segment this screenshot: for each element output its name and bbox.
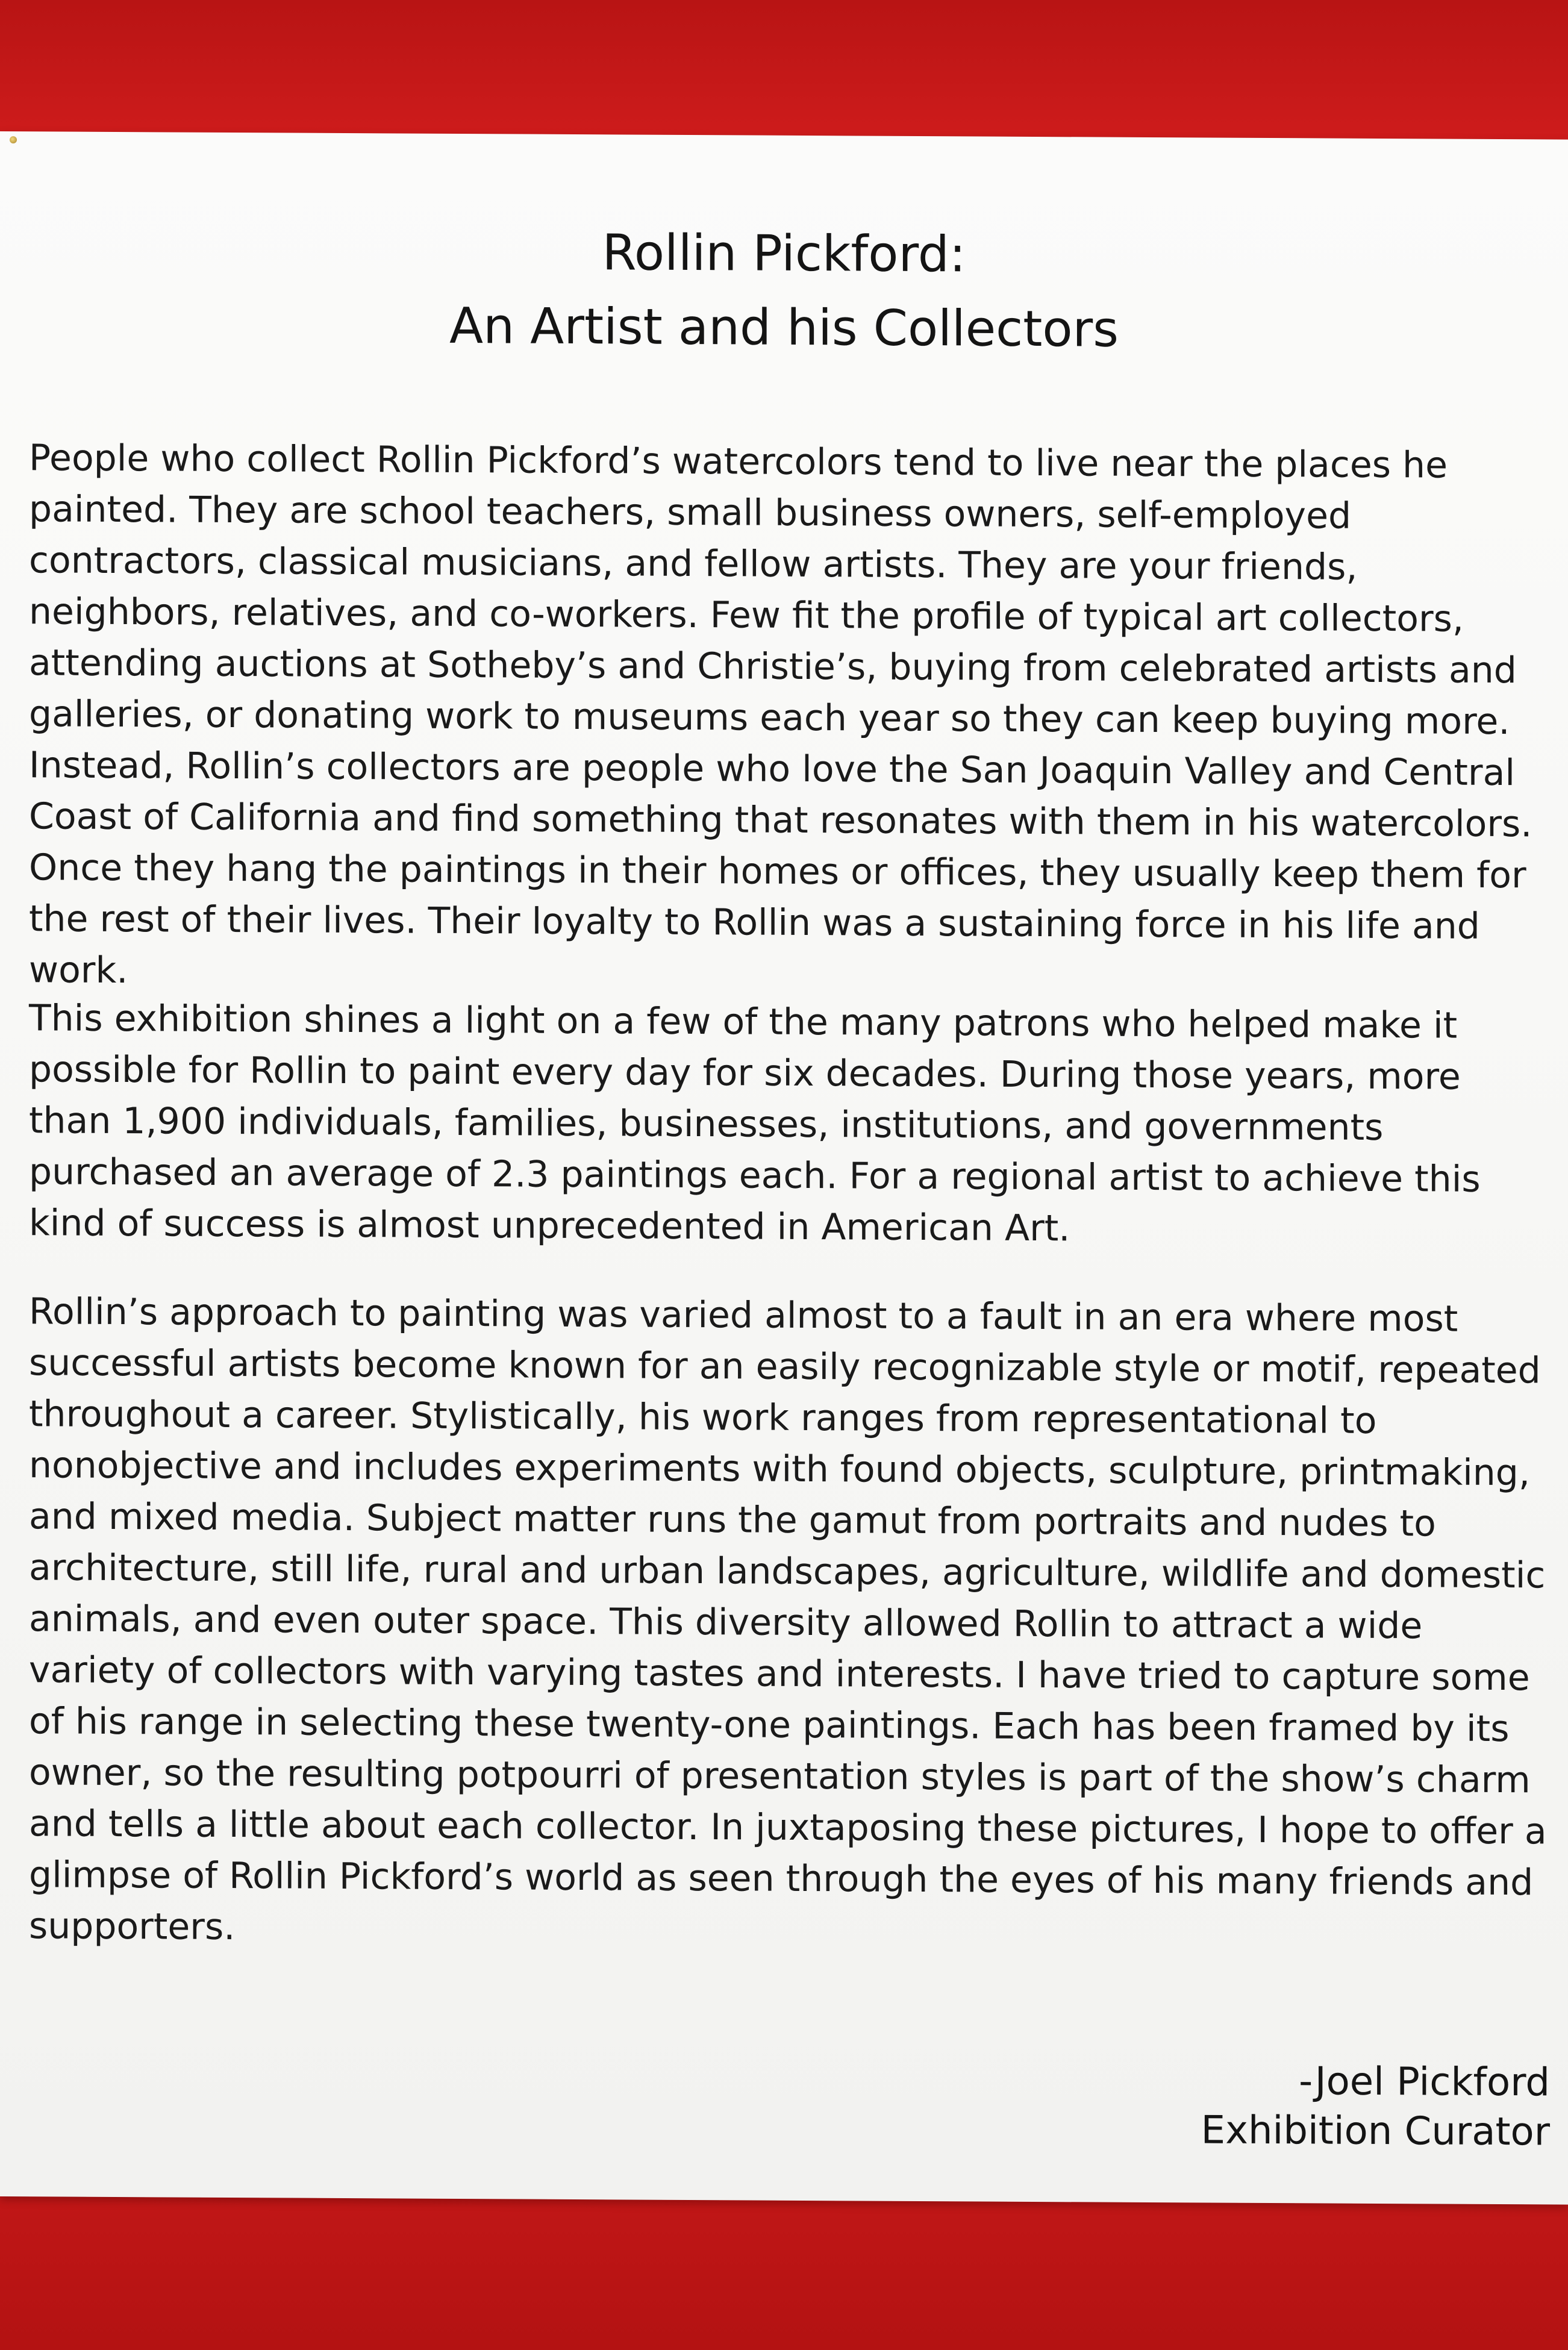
paragraph-exhibition: This exhibition shines a light on a few of the many patrons who helped make it possible for Rollin to paint every day for six decades. During those years, more than 1,900 individuals, families, businesses, institutions, and governments purchased an average of 2.3 paintings each. For a regional artist to achieve this kind of success is almost unprecedented in American Art. (29, 997, 1481, 1250)
pushpin-icon (10, 136, 17, 143)
curator-signature (1201, 2056, 1550, 2157)
red-wall-bottom (0, 2181, 1568, 2350)
title-line-2: An Artist and his Collectors (449, 297, 1119, 358)
signature-name: -Joel Pickford (1299, 2059, 1550, 2105)
exhibition-placard (0, 131, 1568, 2205)
paragraph-collectors: People who collect Rollin Pickford’s watercolors tend to live near the places he painted. They are school teachers, small business owners, self-employed contractors, classical musicians, and fellow artists. They are your friends, neighbors, relatives, and co-workers. Few fit the profile of typical art collectors, attending auctions at Sotheby’s and Christie’s, buying from celebrated artists and galleries, or donating work to museums each year so they can keep buying more. Instead, Rollin’s collectors are people who love the San Joaquin Valley and Central Coast of California and find something that resonates with them in his watercolors. Once they hang the paintings in their homes or offices, they usually keep them for the rest of their lives. Their loyalty to Rollin was a sustaining force in his life and work. (29, 437, 1532, 992)
red-wall-top (0, 0, 1568, 145)
paragraph-approach: Rollin’s approach to painting was varied almost to a fault in an era where most successful artists become known for an easily recognizable style or motif, repeated throughout a career. Stylistically, his work ranges from representational to nonobjective and includes experiments with found objects, sculpture, printmaking, and mixed media. Subject matter runs the gamut from portraits and nudes to architecture, still life, rural and urban landscapes, agriculture, wildlife and domestic animals, and even outer space. This diversity allowed Rollin to attract a wide variety of collectors with varying tastes and interests. I have tried to capture some of his range in selecting these twenty-one paintings. Each has been framed by its owner, so the resulting potpourri of presentation styles is part of the show’s charm and tells a little about each collector. In juxtaposing these pictures, I hope to offer a glimpse of Rollin Pickford’s world as seen through the eyes of his many friends and supporters. (29, 1290, 1547, 1949)
placard-title (0, 213, 1568, 369)
title-line-1: Rollin Pickford: (602, 224, 966, 284)
signature-role: Exhibition Curator (1201, 2108, 1550, 2155)
